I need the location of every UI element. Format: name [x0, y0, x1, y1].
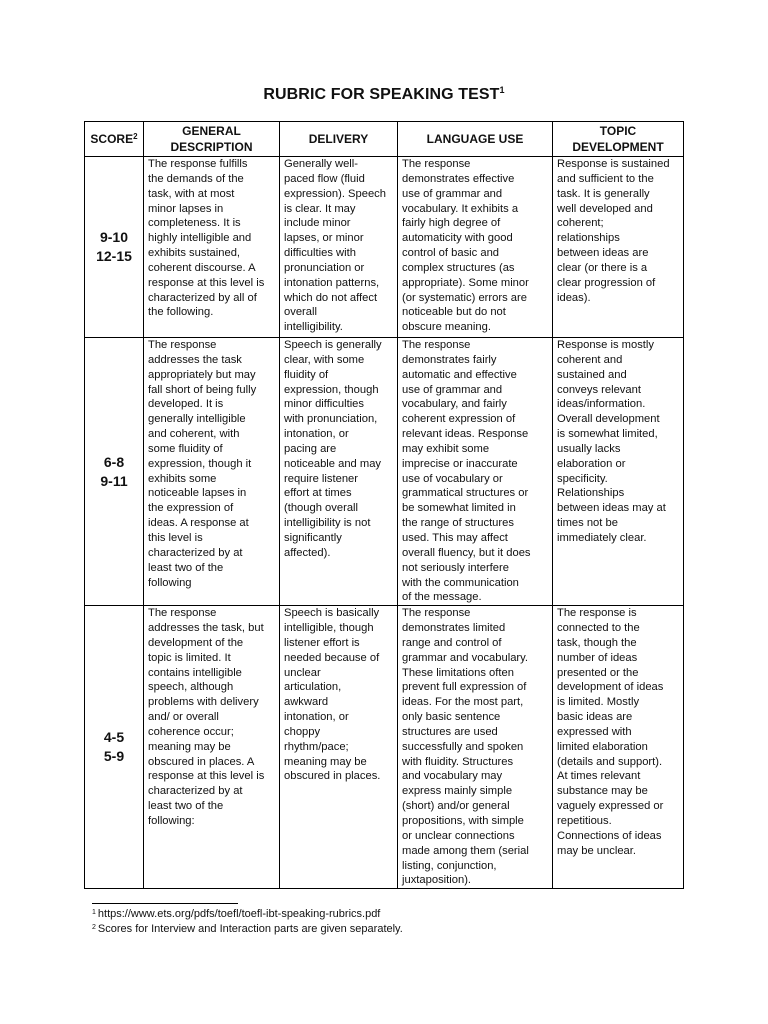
delivery-cell: Generally well- paced flow (fluid expression). Speech is clear. It may include minor lapses, or minor difficulties with pronunciation or intonation patterns, which do not affect overall intelligibility.: [280, 157, 398, 338]
score-footnote-marker: 2: [133, 132, 138, 141]
footnote-separator: [92, 903, 238, 904]
language-use-cell: The response demonstrates fairly automatic and effective use of grammar and vocabulary, and fairly coherent expression of relevant ideas. Response may exhibit some imprecise or inaccurate use of vocabulary or grammatical structures or be somewhat limited in the range of structures used. This may affect overall fluency, but it does not seriously interfere with the communication of the message.: [398, 338, 553, 606]
header-general-description: GENERAL DESCRIPTION: [144, 122, 280, 157]
table-row: [85, 338, 684, 606]
header-language-use: LANGUAGE USE: [398, 122, 553, 157]
topic-development-cell: Response is mostly coherent and sustained and conveys relevant ideas/information. Overall development is somewhat limited, usually lacks elaboration or specificity. Relationships between ideas may at times not be immediately clear.: [553, 338, 684, 606]
header-row: [85, 122, 684, 157]
footnote-2: $^2$ Scores for Interview and Interaction parts are given separately.: [92, 923, 403, 935]
score-cell: 9-10 12-15: [85, 157, 144, 338]
footnote-1: $^1$ https://www.ets.org/pdfs/toefl/toefl-ibt-speaking-rubrics.pdf: [92, 908, 381, 920]
delivery-cell: Speech is generally clear, with some fluidity of expression, though minor difficulties with pronunciation, intonation, or pacing are noticeable and may require listener effort at times (though overall intelligibility is not significantly affected).: [280, 338, 398, 606]
topic-development-cell: The response is connected to the task, though the number of ideas presented or the development of ideas is limited. Mostly basic ideas are expressed with limited elaboration (details and support). At times relevant substance may be vaguely expressed or repetitious. Connections of ideas may be unclear.: [553, 606, 684, 889]
general-description-cell: The response addresses the task appropriately but may fall short of being fully developed. It is generally intelligible and coherent, with some fluidity of expression, though it exhibits some noticeable lapses in the expression of ideas. A response at this level is characterized by at least two of the following: [144, 338, 280, 606]
header-delivery: DELIVERY: [280, 122, 398, 157]
topic-development-cell: Response is sustained and sufficient to the task. It is generally well developed and coherent; relationships between ideas are clear (or there is a clear progression of ideas).: [553, 157, 684, 338]
header-score: SCORE$^2$: [85, 122, 144, 157]
title-text: RUBRIC FOR SPEAKING TEST: [263, 86, 500, 103]
score-cell: 6-8 9-11: [85, 338, 144, 606]
delivery-cell: Speech is basically intelligible, though listener effort is needed because of unclear articulation, awkward intonation, or choppy rhythm/pace; meaning may be obscured in places.: [280, 606, 398, 889]
header-topic-development: TOPIC DEVELOPMENT: [553, 122, 684, 157]
score-cell: 4-5 5-9: [85, 606, 144, 889]
general-description-cell: The response fulfills the demands of the task, with at most minor lapses in completeness. It is highly intelligible and exhibits sustained, coherent discourse. A response at this level is characterized by all of the following.: [144, 157, 280, 338]
rubric-table: [84, 121, 684, 889]
general-description-cell: The response addresses the task, but development of the topic is limited. It contains intelligible speech, although problems with delivery and/ or overall coherence occur; meaning may be obscured in places. A response at this level is characterized by at least two of the following:: [144, 606, 280, 889]
language-use-cell: The response demonstrates limited range and control of grammar and vocabulary. These limitations often prevent full expression of ideas. For the most part, only basic sentence structures are used successfully and spoken with fluidity. Structures and vocabulary may express mainly simple (short) and/or general propositions, with simple or unclear connections made among them (serial listing, conjunction, juxtaposition).: [398, 606, 553, 889]
footnote-link[interactable]: https://www.ets.org/pdfs/toefl/toefl-ibt-speaking-rubrics.pdf: [97, 908, 381, 920]
table-row: [85, 606, 684, 889]
language-use-cell: The response demonstrates effective use of grammar and vocabulary. It exhibits a fairly high degree of automaticity with good control of basic and complex structures (as appropriate). Some minor (or systematic) errors are noticeable but do not obscure meaning.: [398, 157, 553, 338]
table-row: [85, 157, 684, 338]
title-footnote-marker: 1: [499, 85, 505, 95]
page-title: [0, 86, 768, 104]
